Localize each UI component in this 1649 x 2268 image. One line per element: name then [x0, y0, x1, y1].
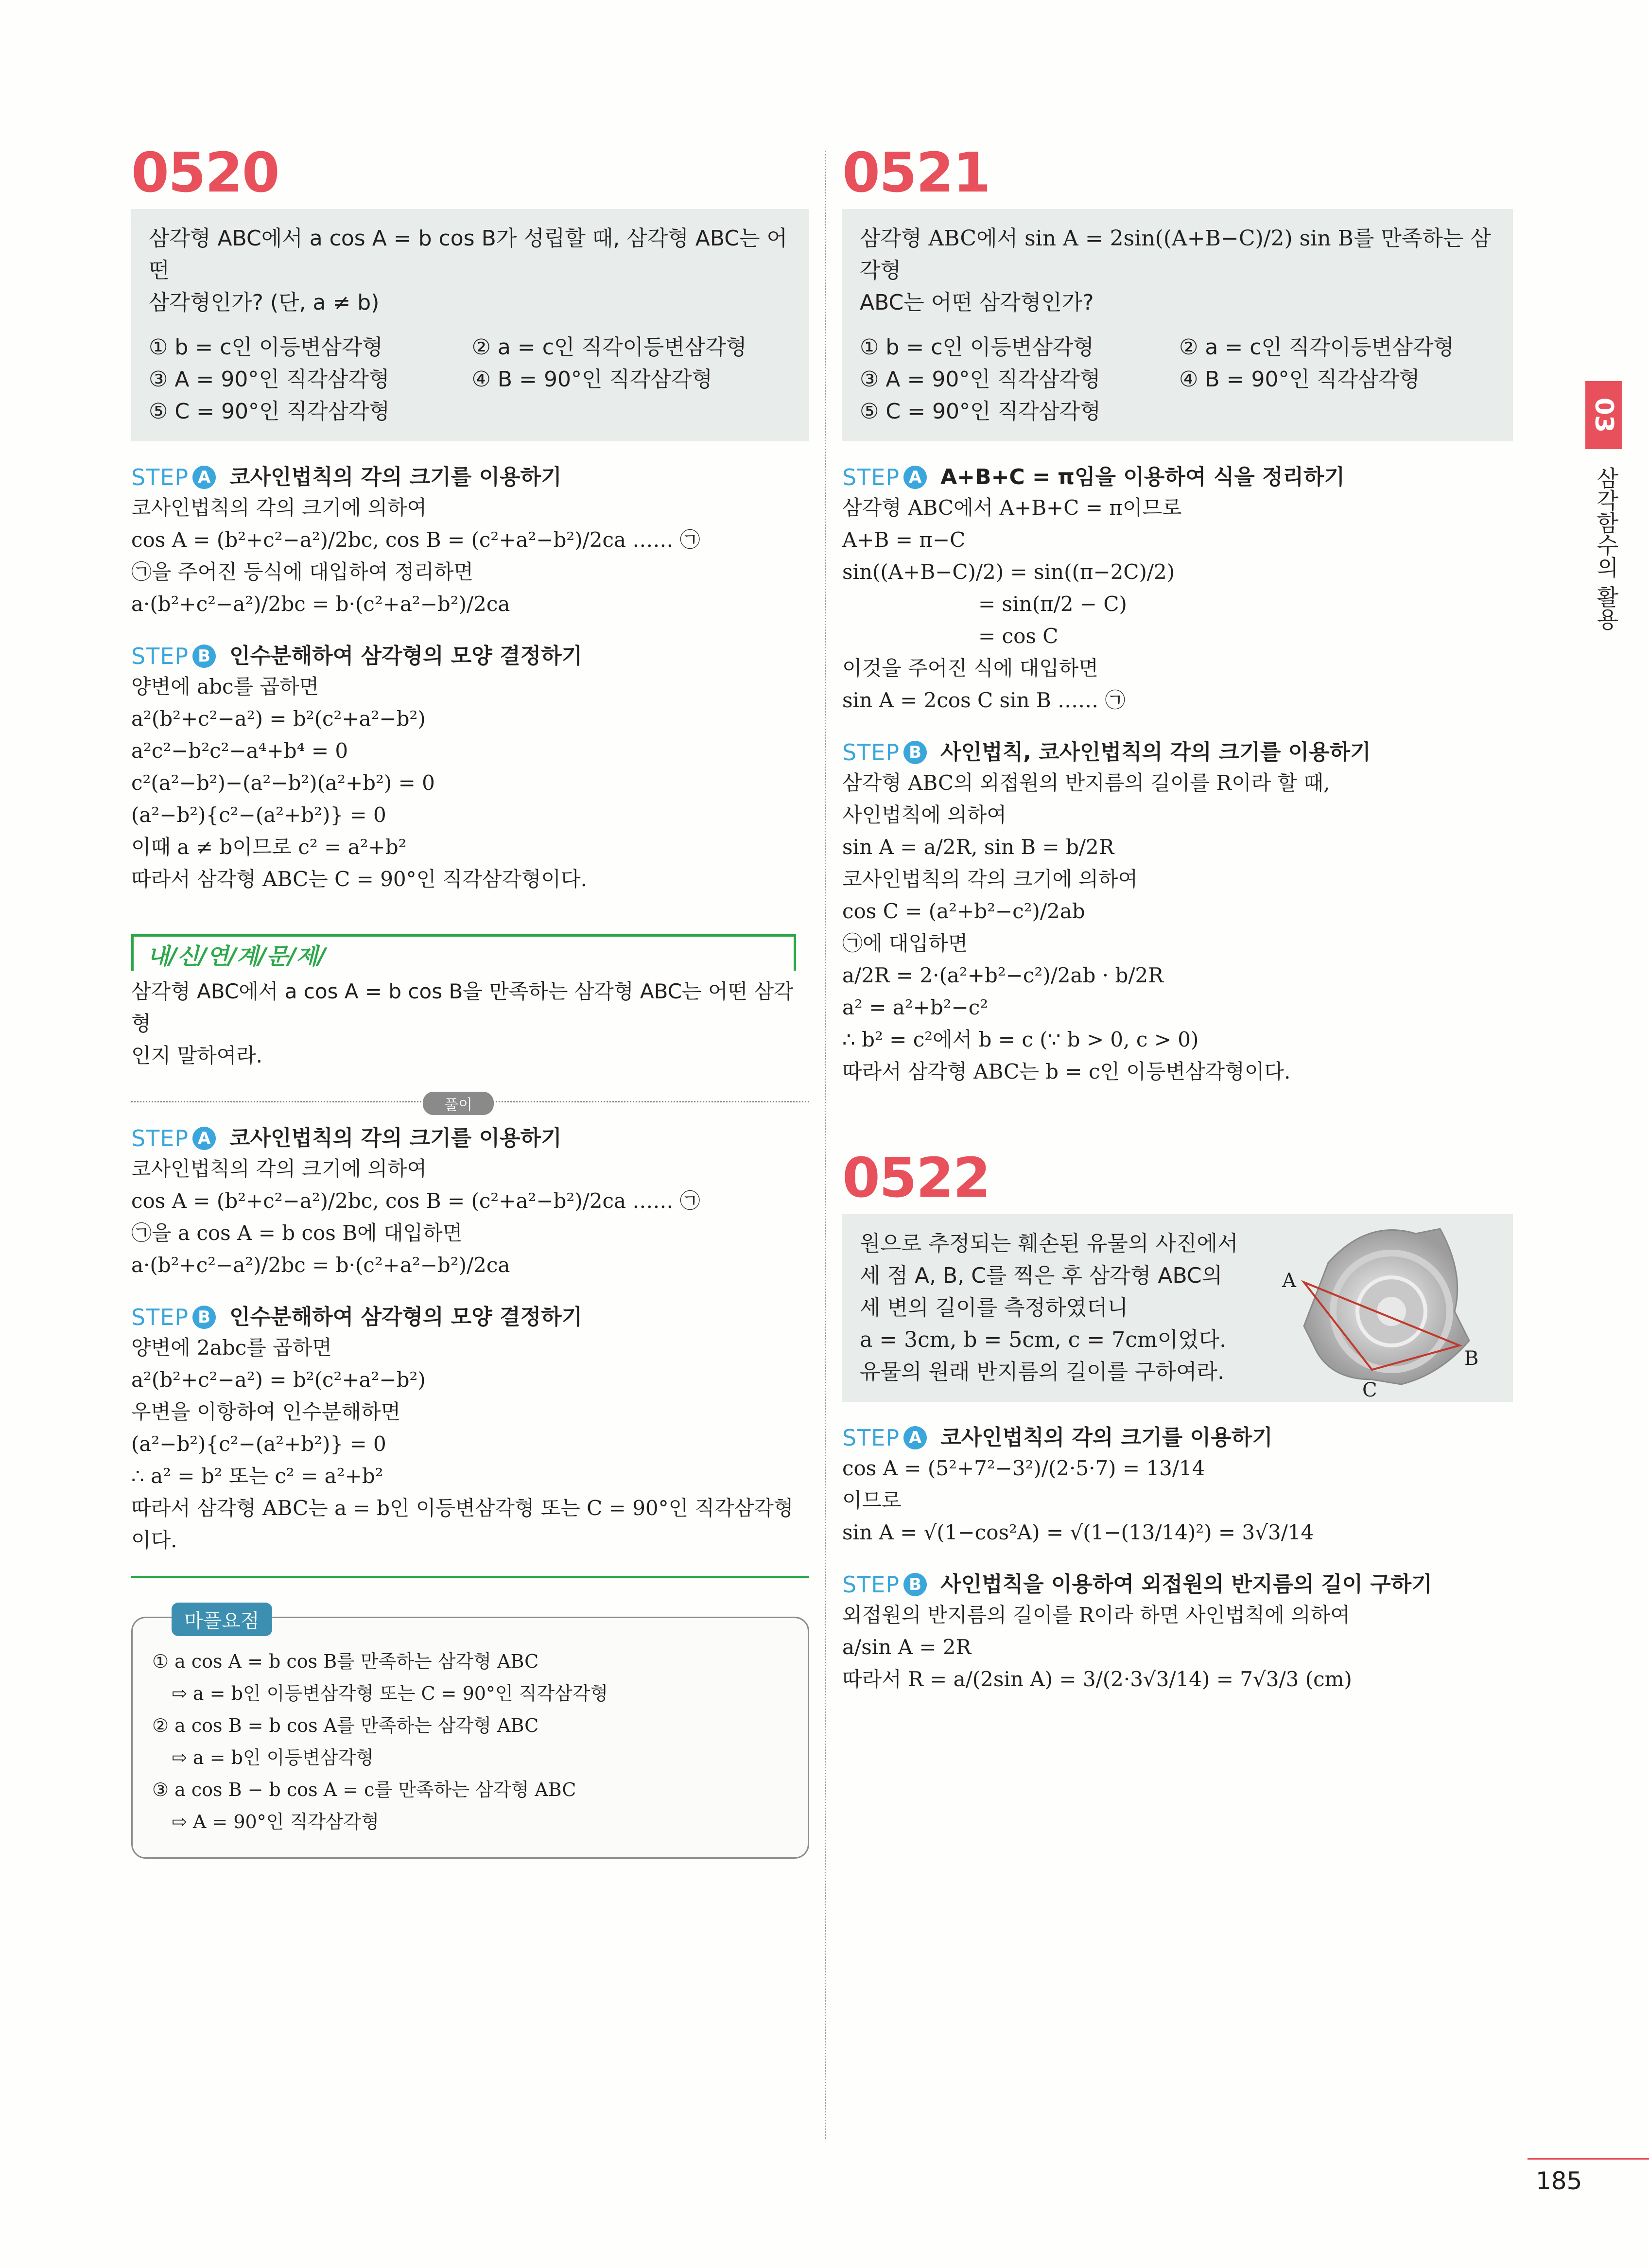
solution-line: a² = a²+b²−c²: [842, 995, 989, 1019]
solution-line: 따라서 R = a/(2sin A) = 3/(2·3√3/14) = 7√3/3 (cm): [842, 1667, 1352, 1691]
problem-number: 0520: [131, 141, 279, 205]
step-label: STEP: [131, 464, 189, 490]
solution-line: 삼각형 ABC에서 A+B+C = π이므로: [842, 496, 1182, 520]
related-problem: [131, 934, 809, 971]
question-text: ABC는 어떤 삼각형인가?: [860, 290, 1094, 315]
step-title: 코사인법칙의 각의 크기를 이용하기: [229, 465, 562, 489]
step-b-header: [842, 1570, 1513, 1599]
question-text: 세 점 A, B, C를 찍은 후 삼각형 ABC의: [860, 1263, 1223, 1288]
question-text: 삼각형 ABC에서 a cos A = b cos B가 성립할 때, 삼각형 ABC는 어떤: [149, 226, 787, 283]
step-b-badge: B: [903, 1573, 927, 1596]
summary-line: ⇨ A = 90°인 직각삼각형: [172, 1811, 380, 1832]
artifact-figure: [1255, 1200, 1508, 1409]
solution-line: ∴ a² = b² 또는 c² = a²+b²: [131, 1464, 383, 1488]
step-b-header: [842, 738, 1513, 767]
solution-line: 따라서 삼각형 ABC는 C = 90°인 직각삼각형이다.: [131, 867, 587, 891]
summary-tag: 마플요점: [172, 1603, 272, 1636]
solution-line: a·(b²+c²−a²)/2bc = b·(c²+a²−b²)/2ca: [131, 592, 510, 616]
choice-item: ④ B = 90°인 직각삼각형: [471, 367, 712, 392]
solution-line: 코사인법칙의 각의 크기에 의하여: [842, 867, 1138, 891]
choice-item: ② a = c인 직각이등변삼각형: [471, 335, 747, 360]
problem-number: 0522: [842, 1147, 990, 1210]
choice-list: [149, 331, 795, 428]
question-text: 삼각형 ABC에서 sin A = 2sin((A+B−C)/2) sin B를 만족하는 삼각형: [860, 226, 1491, 283]
solution-line: sin A = a/2R, sin B = b/2R: [842, 835, 1114, 859]
step-a-badge: A: [903, 466, 927, 489]
solution-line: a/2R = 2·(a²+b²−c²)/2ab · b/2R: [842, 963, 1163, 987]
choice-list: [860, 331, 1498, 428]
step-b-header: [131, 1303, 809, 1332]
point-a-label: A: [1282, 1270, 1296, 1292]
solution-line: = cos C: [978, 624, 1059, 648]
solution-line: cos A = (b²+c²−a²)/2bc, cos B = (c²+a²−b²)/2ca …… ㉠: [131, 1189, 700, 1213]
solution-line: 사인법칙에 의하여: [842, 803, 1007, 827]
solution-body: [131, 1153, 809, 1281]
solution-body: [842, 1452, 1513, 1549]
point-c-label: C: [1362, 1379, 1377, 1401]
solution-line: sin A = 2cos C sin B …… ㉠: [842, 688, 1126, 712]
question-text: 유물의 원래 반지름의 길이를 구하여라.: [860, 1360, 1224, 1384]
summary-box: [131, 1610, 809, 1859]
solution-line: = sin(π/2 − C): [978, 592, 1127, 616]
solution-line: 따라서 삼각형 ABC는 a = b인 이등변삼각형 또는 C = 90°인 직각삼각형: [131, 1496, 794, 1520]
step-b-badge: B: [903, 741, 927, 764]
point-b-label: B: [1464, 1347, 1479, 1370]
choice-item: ③ A = 90°인 직각삼각형: [860, 367, 1101, 392]
step-label: STEP: [842, 464, 900, 490]
chapter-number: 03: [1589, 397, 1618, 433]
step-title: 인수분해하여 삼각형의 모양 결정하기: [229, 644, 583, 668]
choice-item: ⑤ C = 90°인 직각삼각형: [860, 399, 1101, 424]
step-title: 인수분해하여 삼각형의 모양 결정하기: [229, 1305, 583, 1329]
solution-line: 우변을 이항하여 인수분해하면: [131, 1400, 401, 1424]
choice-item: ① b = c인 이등변삼각형: [860, 335, 1094, 360]
choice-item: ③ A = 90°인 직각삼각형: [149, 367, 390, 392]
step-label: STEP: [842, 1571, 900, 1598]
choice-item: ⑤ C = 90°인 직각삼각형: [149, 399, 390, 424]
column-divider: [825, 151, 826, 2139]
solution-line: 이것을 주어진 식에 대입하면: [842, 656, 1098, 680]
solution-line: sin((A+B−C)/2) = sin((π−2C)/2): [842, 560, 1175, 584]
step-label: STEP: [131, 1304, 189, 1330]
question-box: [131, 209, 809, 441]
page-number-rule: [1527, 2158, 1649, 2160]
solution-line: a²(b²+c²−a²) = b²(c²+a²−b²): [131, 1368, 426, 1392]
solution-line: cos A = (5²+7²−3²)/(2·5·7) = 13/14: [842, 1456, 1205, 1480]
step-b-header: [131, 642, 809, 671]
solution-line: 따라서 삼각형 ABC는 b = c인 이등변삼각형이다.: [842, 1060, 1291, 1083]
solution-line: 양변에 abc를 곱하면: [131, 675, 319, 698]
step-a-badge: A: [192, 466, 216, 489]
step-b-badge: B: [192, 645, 216, 668]
question-text: 인지 말하여라.: [131, 1044, 263, 1067]
step-a-header: [842, 1423, 1513, 1452]
solution-line: c²(a²−b²)−(a²−b²)(a²+b²) = 0: [131, 771, 435, 795]
problem-number: 0521: [842, 141, 990, 205]
solution-line: sin A = √(1−cos²A) = √(1−(13/14)²) = 3√3/14: [842, 1520, 1314, 1544]
solution-line: cos A = (b²+c²−a²)/2bc, cos B = (c²+a²−b²)/2ca …… ㉠: [131, 528, 700, 552]
related-title: 내/신/연/계/문/제/: [134, 934, 796, 971]
related-question: [131, 976, 809, 1072]
question-text: a = 3cm, b = 5cm, c = 7cm이었다.: [860, 1327, 1227, 1352]
summary-line: ③ a cos B − b cos A = c를 만족하는 삼각형 ABC: [152, 1779, 576, 1800]
step-a-header: [131, 463, 809, 492]
solution-body: [131, 1332, 809, 1556]
step-title: 코사인법칙의 각의 크기를 이용하기: [940, 1425, 1273, 1450]
solution-line: ㉠을 a cos A = b cos B에 대입하면: [131, 1221, 463, 1245]
summary-line: ⇨ a = b인 이등변삼각형: [172, 1747, 374, 1768]
solution-line: 양변에 2abc를 곱하면: [131, 1336, 332, 1360]
solution-body: [842, 492, 1513, 716]
solution-line: 이다.: [131, 1528, 177, 1552]
choice-item: ② a = c인 직각이등변삼각형: [1179, 335, 1454, 360]
step-a-header: [131, 1124, 809, 1153]
choice-item: ① b = c인 이등변삼각형: [149, 335, 383, 360]
solution-line: ∴ b² = c²에서 b = c (∵ b > 0, c > 0): [842, 1028, 1199, 1051]
summary-lines: [152, 1645, 788, 1838]
solution-line: 이때 a ≠ b이므로 c² = a²+b²: [131, 835, 407, 859]
summary-line: ② a cos B = b cos A를 만족하는 삼각형 ABC: [152, 1715, 539, 1736]
solution-line: ㉠에 대입하면: [842, 931, 968, 955]
solution-body: [131, 671, 809, 895]
solution-line: cos C = (a²+b²−c²)/2ab: [842, 899, 1085, 923]
solution-label: 풀이: [423, 1092, 494, 1115]
solution-body: [842, 1599, 1513, 1695]
solution-line: a²(b²+c²−a²) = b²(c²+a²−b²): [131, 707, 426, 731]
chapter-tab[interactable]: [1585, 381, 1622, 449]
question-text: 원으로 추정되는 훼손된 유물의 사진에서: [860, 1231, 1238, 1256]
solution-line: a²c²−b²c²−a⁴+b⁴ = 0: [131, 739, 348, 763]
step-b-badge: B: [192, 1306, 216, 1329]
question-text: 삼각형 ABC에서 a cos A = b cos B을 만족하는 삼각형 ABC는 어떤 삼각형: [131, 979, 794, 1035]
step-label: STEP: [131, 643, 189, 669]
step-title: 사인법칙, 코사인법칙의 각의 크기를 이용하기: [940, 740, 1371, 765]
section-end-rule: [131, 1576, 809, 1578]
step-a-badge: A: [903, 1426, 927, 1449]
solution-line: 외접원의 반지름의 길이를 R이라 하면 사인법칙에 의하여: [842, 1603, 1350, 1627]
solution-body: [842, 767, 1513, 1088]
solution-separator: [131, 1097, 809, 1114]
solution-body: [131, 492, 809, 620]
solution-line: (a²−b²){c²−(a²+b²)} = 0: [131, 1432, 386, 1456]
solution-line: a·(b²+c²−a²)/2bc = b·(c²+a²−b²)/2ca: [131, 1253, 510, 1277]
question-box: [842, 209, 1513, 441]
step-label: STEP: [131, 1125, 189, 1151]
step-title: 사인법칙을 이용하여 외접원의 반지름의 길이 구하기: [940, 1572, 1432, 1597]
step-label: STEP: [842, 1425, 900, 1451]
solution-line: 코사인법칙의 각의 크기에 의하여: [131, 1157, 427, 1181]
step-title: 코사인법칙의 각의 크기를 이용하기: [229, 1126, 562, 1151]
solution-line: 코사인법칙의 각의 크기에 의하여: [131, 496, 427, 520]
chapter-title: 삼각함수의 활용: [1593, 467, 1619, 630]
step-title: A+B+C = π임을 이용하여 식을 정리하기: [940, 465, 1345, 489]
right-column: [842, 141, 1513, 1695]
solution-line: (a²−b²){c²−(a²+b²)} = 0: [131, 803, 386, 827]
step-label: STEP: [842, 739, 900, 766]
left-column: [131, 141, 809, 1859]
step-a-badge: A: [192, 1127, 216, 1150]
solution-line: A+B = π−C: [842, 528, 966, 552]
summary-line: ① a cos A = b cos B를 만족하는 삼각형 ABC: [152, 1651, 539, 1672]
question-text: 세 변의 길이를 측정하였더니: [860, 1295, 1128, 1320]
page-number: 185: [1536, 2167, 1582, 2195]
solution-line: 삼각형 ABC의 외접원의 반지름의 길이를 R이라 할 때,: [842, 771, 1330, 795]
choice-item: ④ B = 90°인 직각삼각형: [1179, 367, 1420, 392]
solution-line: a/sin A = 2R: [842, 1635, 972, 1659]
summary-line: ⇨ a = b인 이등변삼각형 또는 C = 90°인 직각삼각형: [172, 1683, 608, 1704]
step-a-header: [842, 463, 1513, 492]
question-box: [842, 1214, 1513, 1402]
solution-line: 이므로: [842, 1488, 902, 1512]
solution-line: ㉠을 주어진 등식에 대입하여 정리하면: [131, 560, 473, 584]
question-text: 삼각형인가? (단, a ≠ b): [149, 290, 380, 315]
